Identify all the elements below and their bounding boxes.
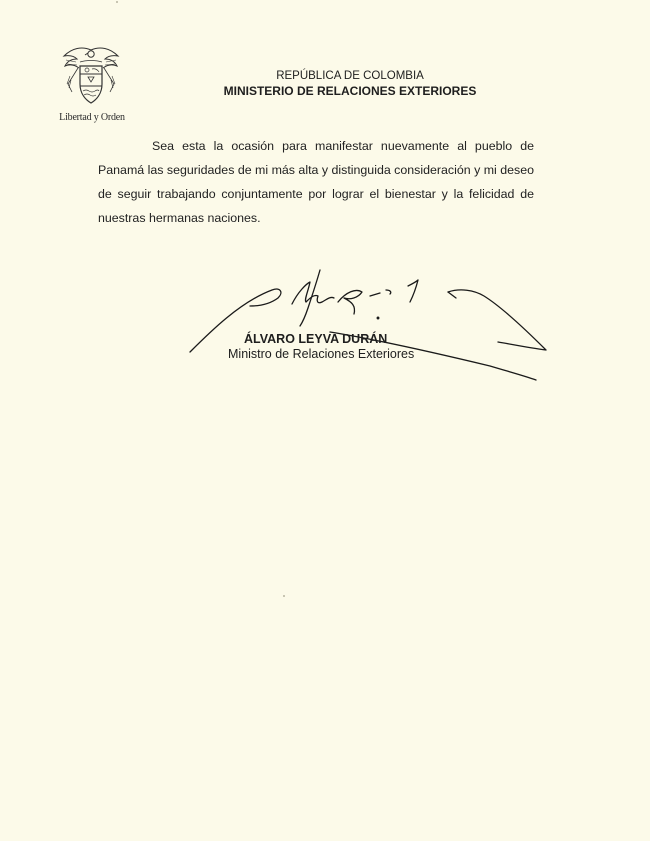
closing-paragraph: Sea esta la ocasión para manifestar nuevamente al pueblo de Panamá las seguridades de mi más alta y distinguida consideración y mi deseo de seguir trabajando conjuntamente por lograr el bienestar y la felicidad de nuestras hermanas naciones. bbox=[98, 139, 534, 225]
paper-speck bbox=[116, 1, 118, 3]
letterhead-ministry: MINISTERIO DE RELACIONES EXTERIORES bbox=[223, 84, 477, 98]
signer-title: Ministro de Relaciones Exteriores bbox=[228, 347, 415, 361]
crest-motto: Libertad y Orden bbox=[59, 112, 125, 123]
coat-of-arms-icon bbox=[58, 44, 124, 110]
paper-speck bbox=[283, 595, 285, 597]
letterhead-country: REPÚBLICA DE COLOMBIA bbox=[276, 70, 424, 82]
handwritten-signature bbox=[180, 262, 560, 387]
signer-name: ÁLVARO LEYVA DURÁN bbox=[244, 332, 388, 346]
